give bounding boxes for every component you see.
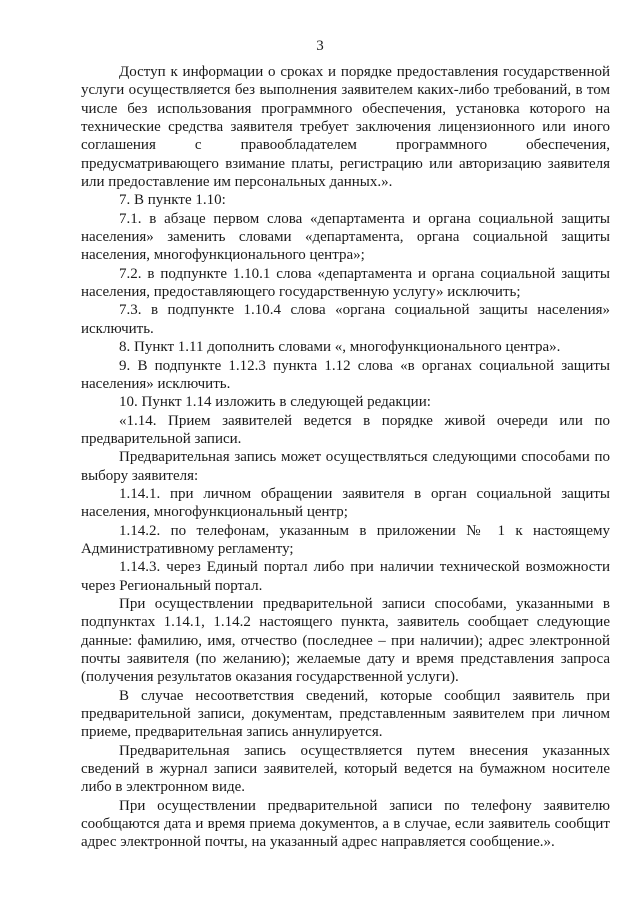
paragraph-clause-1-14: «1.14. Прием заявителей ведется в порядке живой очереди или по предварительной записи.	[81, 412, 610, 447]
document-body	[81, 63, 610, 852]
paragraph-item-7: 7. В пункте 1.10:	[119, 192, 226, 209]
paragraph-prebooking-methods: Предварительная запись может осуществляться следующими способами по выбору заявителя:	[81, 449, 610, 484]
paragraph-mismatch: В случае несоответствия сведений, которые сообщил заявитель при предварительной записи, документам, представленным заявителем при личном приеме, предварительная запись аннулируется.	[81, 687, 610, 741]
paragraph-journal: Предварительная запись осуществляется путем внесения указанных сведений в журнал записи заявителей, который ведется на бумажном носителе либо в электронном виде.	[81, 742, 610, 796]
paragraph-item-10: 10. Пункт 1.14 изложить в следующей редакции:	[119, 394, 431, 411]
paragraph-item-9: 9. В подпункте 1.12.3 пункта 1.12 слова «в органах социальной защиты населения» исключить.	[81, 357, 610, 392]
page-number: 3	[316, 38, 324, 54]
paragraph-clause-1-14-3: 1.14.3. через Единый портал либо при наличии технической возможности через Региональный портал.	[81, 559, 610, 594]
paragraph-item-7-2: 7.2. в подпункте 1.10.1 слова «департамента и органа социальной защиты населения, предоставляющего государственную услугу» исключить;	[81, 265, 610, 301]
paragraph-clause-1-14-1: 1.14.1. при личном обращении заявителя в орган социальной защиты населения, многофункциональный центр;	[81, 485, 610, 521]
paragraph-item-7-3: 7.3. в подпункте 1.10.4 слова «органа социальной защиты населения» исключить.	[81, 302, 610, 337]
paragraph-item-8: 8. Пункт 1.11 дополнить словами «, многофункционального центра».	[119, 339, 561, 356]
paragraph-phone-booking: При осуществлении предварительной записи по телефону заявителю сообщаются дата и время приема документов, а в случае, если заявитель сообщит адрес электронной почты, на указанный адрес направляется сообщение.».	[81, 797, 610, 851]
paragraph-clause-1-14-2: 1.14.2. по телефонам, указанным в приложении № 1 к настоящему Административному регламенту;	[81, 522, 610, 557]
paragraph-access-info: Доступ к информации о сроках и порядке предоставления государственной услуги осуществляется без выполнения заявителем каких-либо требований, в том числе без использования программного обеспечения, установка которого на технические средства заявителя требует заключения лицензионного или иного соглашения с правообладателем программного обеспечения, предусматривающего взимание платы, регистрацию или авторизацию заявителя или предоставление им персональных данных.».	[81, 64, 610, 191]
paragraph-item-7-1: 7.1. в абзаце первом слова «департамента и органа социальной защиты населения» заменить словами «департамента, органа социальной защиты населения, многофункционального центра»;	[81, 210, 610, 264]
paragraph-prebooking-data: При осуществлении предварительной записи способами, указанными в подпунктах 1.14.1, 1.14.2 настоящего пункта, заявитель сообщает следующие данные: фамилию, имя, отчество (последнее – при наличии); адрес электронной почты заявителя (по желанию); желаемые дату и время представления запроса (получения результатов оказания государственной услуги).	[81, 595, 610, 686]
